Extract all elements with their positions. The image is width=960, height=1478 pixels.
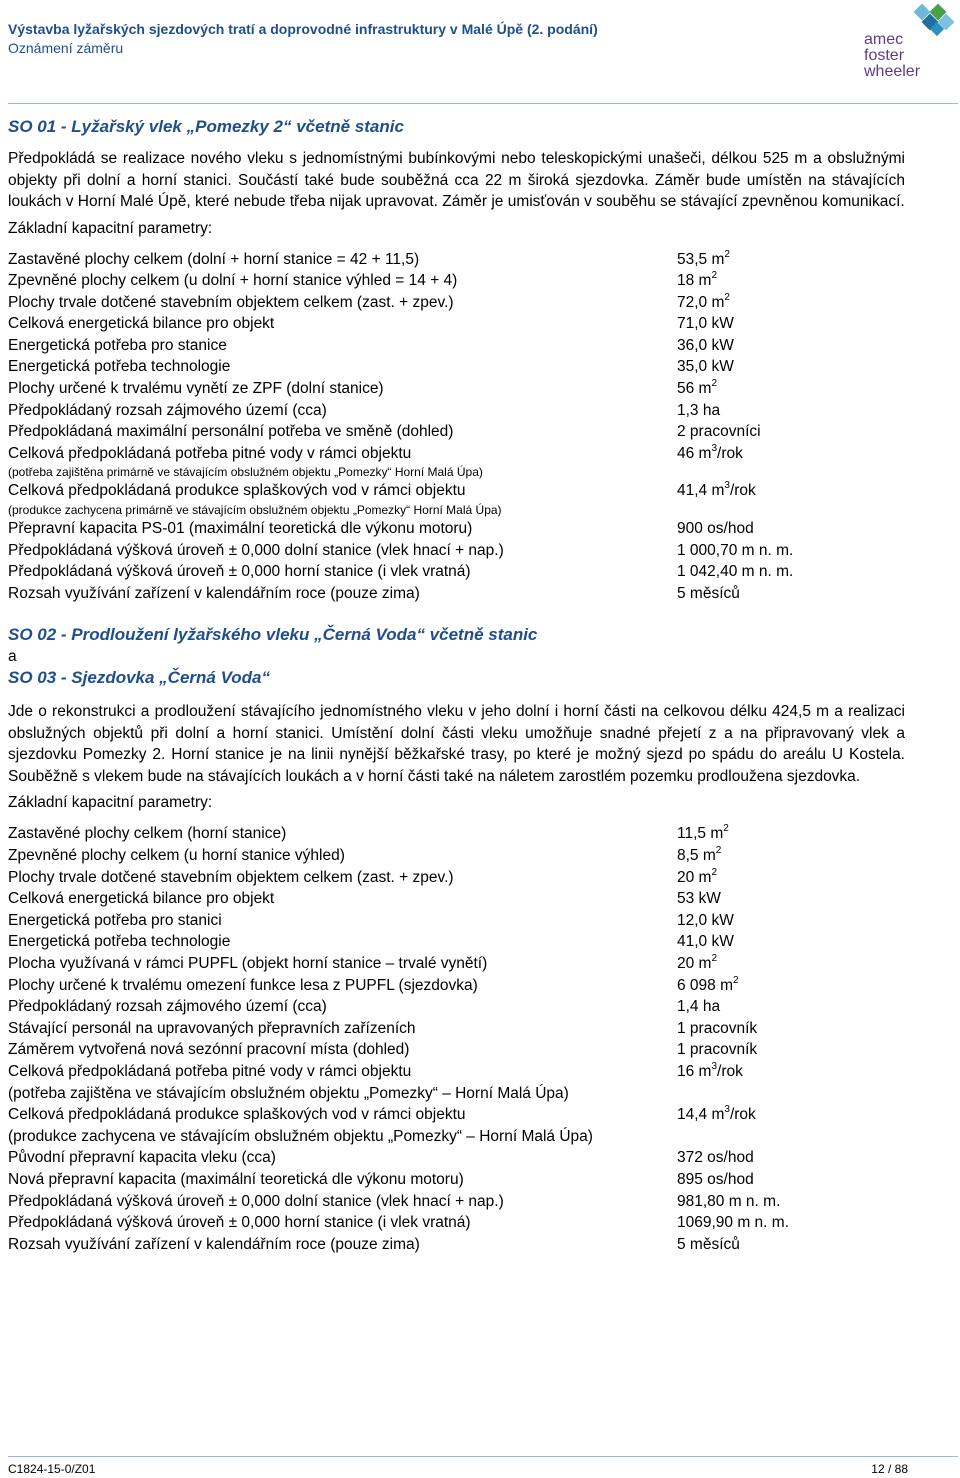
- param-label: Celková energetická bilance pro objekt: [8, 315, 275, 333]
- param-value-text: 372 os/hod: [677, 1149, 754, 1167]
- document-title: Výstavba lyžařských sjezdových tratí a doprovodné infrastruktury v Malé Úpě (2. podání): [8, 21, 598, 37]
- param-value: [677, 1169, 754, 1191]
- param-value: [677, 518, 754, 540]
- param-unit-exponent: 2: [724, 248, 730, 260]
- param-row: [8, 356, 905, 378]
- param-value-text: 72,0 m: [677, 293, 725, 311]
- param-label: Energetická potřeba pro stanice: [8, 336, 227, 354]
- param-value: [677, 910, 734, 932]
- param-row: [8, 867, 905, 889]
- param-row: [8, 313, 905, 335]
- param-value: [677, 1039, 757, 1061]
- param-value: [677, 931, 734, 953]
- param-row: [8, 996, 905, 1018]
- param-value: [677, 996, 720, 1018]
- param-value: [677, 443, 743, 465]
- param-label: Plochy určené k trvalému vynětí ze ZPF (dolní stanice): [8, 380, 384, 398]
- param-row: [8, 421, 905, 443]
- param-row: [8, 270, 905, 292]
- param-value: [677, 356, 734, 378]
- param-row: [8, 249, 905, 271]
- params-heading-so02: Základní kapacitní parametry:: [8, 794, 213, 812]
- param-value: [677, 335, 734, 357]
- param-unit-suffix: /rok: [729, 1106, 756, 1124]
- param-unit-exponent: 2: [723, 823, 729, 835]
- section-title-so03: SO 03 - Sjezdovka „Černá Voda“: [8, 668, 271, 688]
- footer-divider: [8, 1456, 958, 1457]
- param-value: [677, 378, 717, 400]
- param-unit-exponent: 3: [724, 480, 730, 492]
- param-row: [8, 1212, 905, 1234]
- footer-doc-code: C1824-15-0/Z01: [8, 1462, 96, 1476]
- param-row: [8, 1104, 905, 1126]
- param-label: (potřeba zajištěna ve stávajícím obslužném objektu „Pomezky“ – Horní Malá Úpa): [8, 1084, 569, 1102]
- param-label: Plochy trvale dotčené stavebním objektem celkem (zast. + zpev.): [8, 868, 454, 886]
- param-unit-exponent: 2: [711, 866, 718, 878]
- param-value-text: 35,0 kW: [677, 358, 734, 376]
- param-value: [677, 421, 761, 443]
- param-value-text: 981,80 m n. m.: [677, 1192, 781, 1210]
- param-row: [8, 1147, 905, 1169]
- param-label: Předpokládaná maximální personální potřeba ve směně (dohled): [8, 423, 454, 441]
- param-label: Plocha využívaná v rámci PUPFL (objekt horní stanice – trvalé vynětí): [8, 954, 488, 972]
- param-label: Zpevněné plochy celkem (u dolní + horní stanice výhled = 14 + 4): [8, 272, 458, 290]
- param-row: [8, 502, 905, 518]
- param-value-text: 1 pracovník: [677, 1019, 758, 1037]
- param-label: Energetická potřeba technologie: [8, 358, 231, 376]
- param-unit-suffix: /rok: [729, 482, 756, 500]
- logo-wordmark: [864, 32, 920, 80]
- param-row: [8, 910, 905, 932]
- param-value: [677, 823, 729, 845]
- param-value-text: 1,3 ha: [677, 401, 721, 419]
- param-row: [8, 845, 905, 867]
- param-value-text: 5 měsíců: [677, 1235, 740, 1253]
- param-label: Původní přepravní kapacita vleku (cca): [8, 1149, 276, 1167]
- param-row: [8, 1018, 905, 1040]
- param-value-text: 895 os/hod: [677, 1170, 754, 1188]
- param-row: [8, 378, 905, 400]
- param-row: [8, 518, 905, 540]
- param-row: [8, 561, 905, 583]
- param-unit-suffix: /rok: [717, 1062, 743, 1080]
- param-value-text: 53 kW: [677, 890, 721, 908]
- param-unit-exponent: 2: [711, 952, 718, 964]
- section-conjunction: a: [8, 648, 17, 666]
- param-value: [677, 400, 720, 422]
- param-value: [677, 1018, 757, 1040]
- param-row: [8, 480, 905, 502]
- param-label: Celková předpokládaná potřeba pitné vody v rámci objektu: [8, 444, 412, 462]
- param-value-text: 900 os/hod: [677, 520, 754, 538]
- param-value: [677, 1104, 756, 1126]
- param-value: [677, 953, 717, 975]
- param-value: [677, 1191, 780, 1213]
- param-value: [677, 1234, 740, 1256]
- params-table-so02: [8, 823, 905, 1255]
- param-value: [677, 313, 734, 335]
- param-unit-exponent: 2: [733, 974, 739, 986]
- header-divider: [8, 103, 958, 104]
- param-label: Celková předpokládaná produkce splaškových vod v rámci objektu: [8, 482, 466, 500]
- param-value: [677, 1212, 789, 1234]
- param-row: [8, 1234, 905, 1256]
- logo-word: wheeler: [864, 63, 921, 80]
- param-label: Předpokládaná výšková úroveň ± 0,000 dolní stanice (vlek hnací + nap.): [8, 541, 504, 559]
- param-unit-exponent: 3: [711, 442, 718, 454]
- param-value: [677, 888, 721, 910]
- param-value: [677, 270, 717, 292]
- param-label: Celková energetická bilance pro objekt: [8, 890, 275, 908]
- document-body: [8, 116, 905, 1255]
- param-label: (produkce zachycena primárně ve stávajícím obslužném objektu „Pomezky“ Horní Malá Úpa): [8, 503, 502, 518]
- param-unit-exponent: 2: [715, 845, 722, 856]
- param-row: [8, 292, 905, 314]
- param-label: Zpevněné plochy celkem (u horní stanice výhled): [8, 847, 345, 864]
- param-value: [677, 480, 756, 502]
- param-value: [677, 292, 730, 314]
- param-unit-exponent: 3: [724, 1104, 730, 1116]
- param-label: Celková předpokládaná produkce splaškových vod v rámci objektu: [8, 1106, 466, 1124]
- param-value-text: 18 m: [677, 272, 712, 290]
- param-value-text: 1,4 ha: [677, 998, 721, 1016]
- param-value: [677, 975, 739, 997]
- param-value: [677, 561, 793, 583]
- param-row: [8, 583, 905, 605]
- param-row: [8, 1061, 905, 1083]
- param-label: Energetická potřeba technologie: [8, 933, 231, 951]
- param-row: [8, 931, 905, 953]
- param-label: Předpokládaná výšková úroveň ± 0,000 horní stanice (i vlek vratná): [8, 1214, 471, 1232]
- param-label: Plochy trvale dotčené stavebním objektem celkem (zast. + zpev.): [8, 293, 454, 311]
- param-value-text: 5 měsíců: [677, 584, 740, 602]
- logo-word: foster: [864, 47, 905, 64]
- param-label: (produkce zachycena ve stávajícím obslužném objektu „Pomezky“ – Horní Malá Úpa): [8, 1127, 593, 1145]
- param-value: [677, 1061, 743, 1083]
- param-unit-suffix: /rok: [717, 444, 743, 462]
- param-label: Zastavěné plochy celkem (dolní + horní stanice = 42 + 11,5): [8, 250, 420, 268]
- param-row: [8, 464, 905, 480]
- param-value-text: 1 042,40 m n. m.: [677, 563, 794, 581]
- param-value-text: 41,0 kW: [677, 933, 734, 951]
- param-value-text: 71,0 kW: [677, 315, 734, 333]
- param-label: Zastavěné plochy celkem (horní stanice): [8, 825, 287, 843]
- param-label: Předpokládaný rozsah zájmového území (cca): [8, 998, 327, 1016]
- param-unit-exponent: 2: [711, 378, 718, 390]
- param-value-text: 1069,90 m n. m.: [677, 1214, 790, 1232]
- logo-word: amec: [864, 31, 904, 48]
- params-heading-so01: Základní kapacitní parametry:: [8, 219, 213, 237]
- param-value-text: 12,0 kW: [677, 911, 734, 929]
- param-value-text: 14,4 m: [677, 1106, 725, 1124]
- param-row: [8, 953, 905, 975]
- param-row: [8, 335, 905, 357]
- param-row: [8, 823, 905, 845]
- param-label: (potřeba zajištěna primárně ve stávajícím obslužném objektu „Pomezky“ Horní Malá Úpa): [8, 465, 483, 480]
- param-value-text: 41,4 m: [677, 482, 725, 500]
- section-title-so01: SO 01 - Lyžařský vlek „Pomezky 2“ včetně stanic: [8, 117, 404, 136]
- param-row: [8, 443, 905, 465]
- param-row: [8, 888, 905, 910]
- param-value-text: 20 m: [677, 954, 712, 972]
- param-value: [677, 1147, 754, 1169]
- section-paragraph-so02: Jde o rekonstrukci a prodloužení stávajícího jednomístného vleku v jeho dolní i horní části na celkovou délku 424,5 m a realizaci obslužných objektů při dolní a horní stanici. Umístění dolní části vleku umožňuje snadné přejetí z a na připravovaný vlek a sjezdovku Pomezky 2. Horní stanice je na linii nynější běžkařské trasy, po které je možný sjezd po spádu do areálu U Kostela. Souběžně s vlekem bude na stávajících loukách a v horní části také na náletem zarostlém pozemku prodloužena sjezdovka.: [8, 703, 905, 785]
- param-row: [8, 1083, 905, 1105]
- param-label: Předpokládaná výšková úroveň ± 0,000 dolní stanice (vlek hnací + nap.): [8, 1192, 504, 1210]
- param-row: [8, 540, 905, 562]
- param-label: Nová přepravní kapacita (maximální teoretická dle výkonu motoru): [8, 1170, 464, 1188]
- param-row: [8, 1126, 905, 1148]
- param-value-text: 2 pracovníci: [677, 423, 761, 441]
- param-value-text: 1 pracovník: [677, 1041, 758, 1059]
- param-value-text: 56 m: [677, 380, 712, 398]
- param-value-text: 36,0 kW: [677, 336, 734, 354]
- param-value: [677, 867, 717, 889]
- param-unit-exponent: 2: [711, 270, 718, 282]
- param-label: Záměrem vytvořená nová sezónní pracovní místa (dohled): [8, 1041, 410, 1059]
- section-paragraph-so01: Předpokládá se realizace nového vleku s jednomístnými bubínkovými nebo teleskopickými unašeči, délkou 525 m a obslužnými objekty při dolní a horní stanici. Součástí také bude souběžná cca 22 m široká sjezdovka. Záměr bude umístěn na stávajících loukách v Horní Malé Úpě, které nebude třeba nijak upravovat. Záměr je umisťován v souběhu se stávající zpevněnou komunikací.: [8, 150, 905, 210]
- param-label: Rozsah využívání zařízení v kalendářním roce (pouze zima): [8, 1235, 420, 1253]
- param-value: [677, 249, 730, 271]
- param-label: Přepravní kapacita PS-01 (maximální teoretická dle výkonu motoru): [8, 520, 473, 538]
- param-row: [8, 975, 905, 997]
- param-value-text: 46 m: [677, 444, 712, 462]
- param-value-text: 8,5 m: [677, 847, 716, 864]
- param-label: Energetická potřeba pro stanici: [8, 911, 222, 929]
- params-table-so01: [8, 249, 905, 605]
- param-label: Celková předpokládaná potřeba pitné vody v rámci objektu: [8, 1062, 412, 1080]
- company-logo: [858, 2, 958, 100]
- param-label: Rozsah využívání zařízení v kalendářním roce (pouze zima): [8, 584, 420, 602]
- param-value-text: 20 m: [677, 868, 712, 886]
- section-title-so02: SO 02 - Prodloužení lyžařského vleku „Černá Voda“ včetně stanic: [8, 625, 538, 645]
- param-value-text: 16 m: [677, 1062, 712, 1080]
- param-value-text: 53,5 m: [677, 250, 725, 268]
- param-row: [8, 1169, 905, 1191]
- param-value-text: 6 098 m: [677, 976, 734, 994]
- param-value: [677, 845, 721, 867]
- param-value: [677, 540, 793, 562]
- param-label: Plochy určené k trvalému omezení funkce lesa z PUPFL (sjezdovka): [8, 976, 478, 994]
- param-row: [8, 1191, 905, 1213]
- param-row: [8, 400, 905, 422]
- param-label: Stávající personál na upravovaných přepravních zařízeních: [8, 1019, 416, 1037]
- param-value-text: 1 000,70 m n. m.: [677, 541, 794, 559]
- param-row: [8, 1039, 905, 1061]
- param-label: Předpokládaná výšková úroveň ± 0,000 horní stanice (i vlek vratná): [8, 563, 471, 581]
- param-unit-exponent: 2: [724, 291, 730, 303]
- param-unit-exponent: 3: [711, 1060, 718, 1072]
- param-value: [677, 583, 740, 605]
- param-label: Předpokládaný rozsah zájmového území (cca): [8, 401, 327, 419]
- document-subtitle: Oznámení záměru: [8, 40, 124, 56]
- footer-page-number: 12 / 88: [871, 1462, 908, 1476]
- param-value-text: 11,5 m: [677, 825, 724, 843]
- document-header: [8, 20, 768, 58]
